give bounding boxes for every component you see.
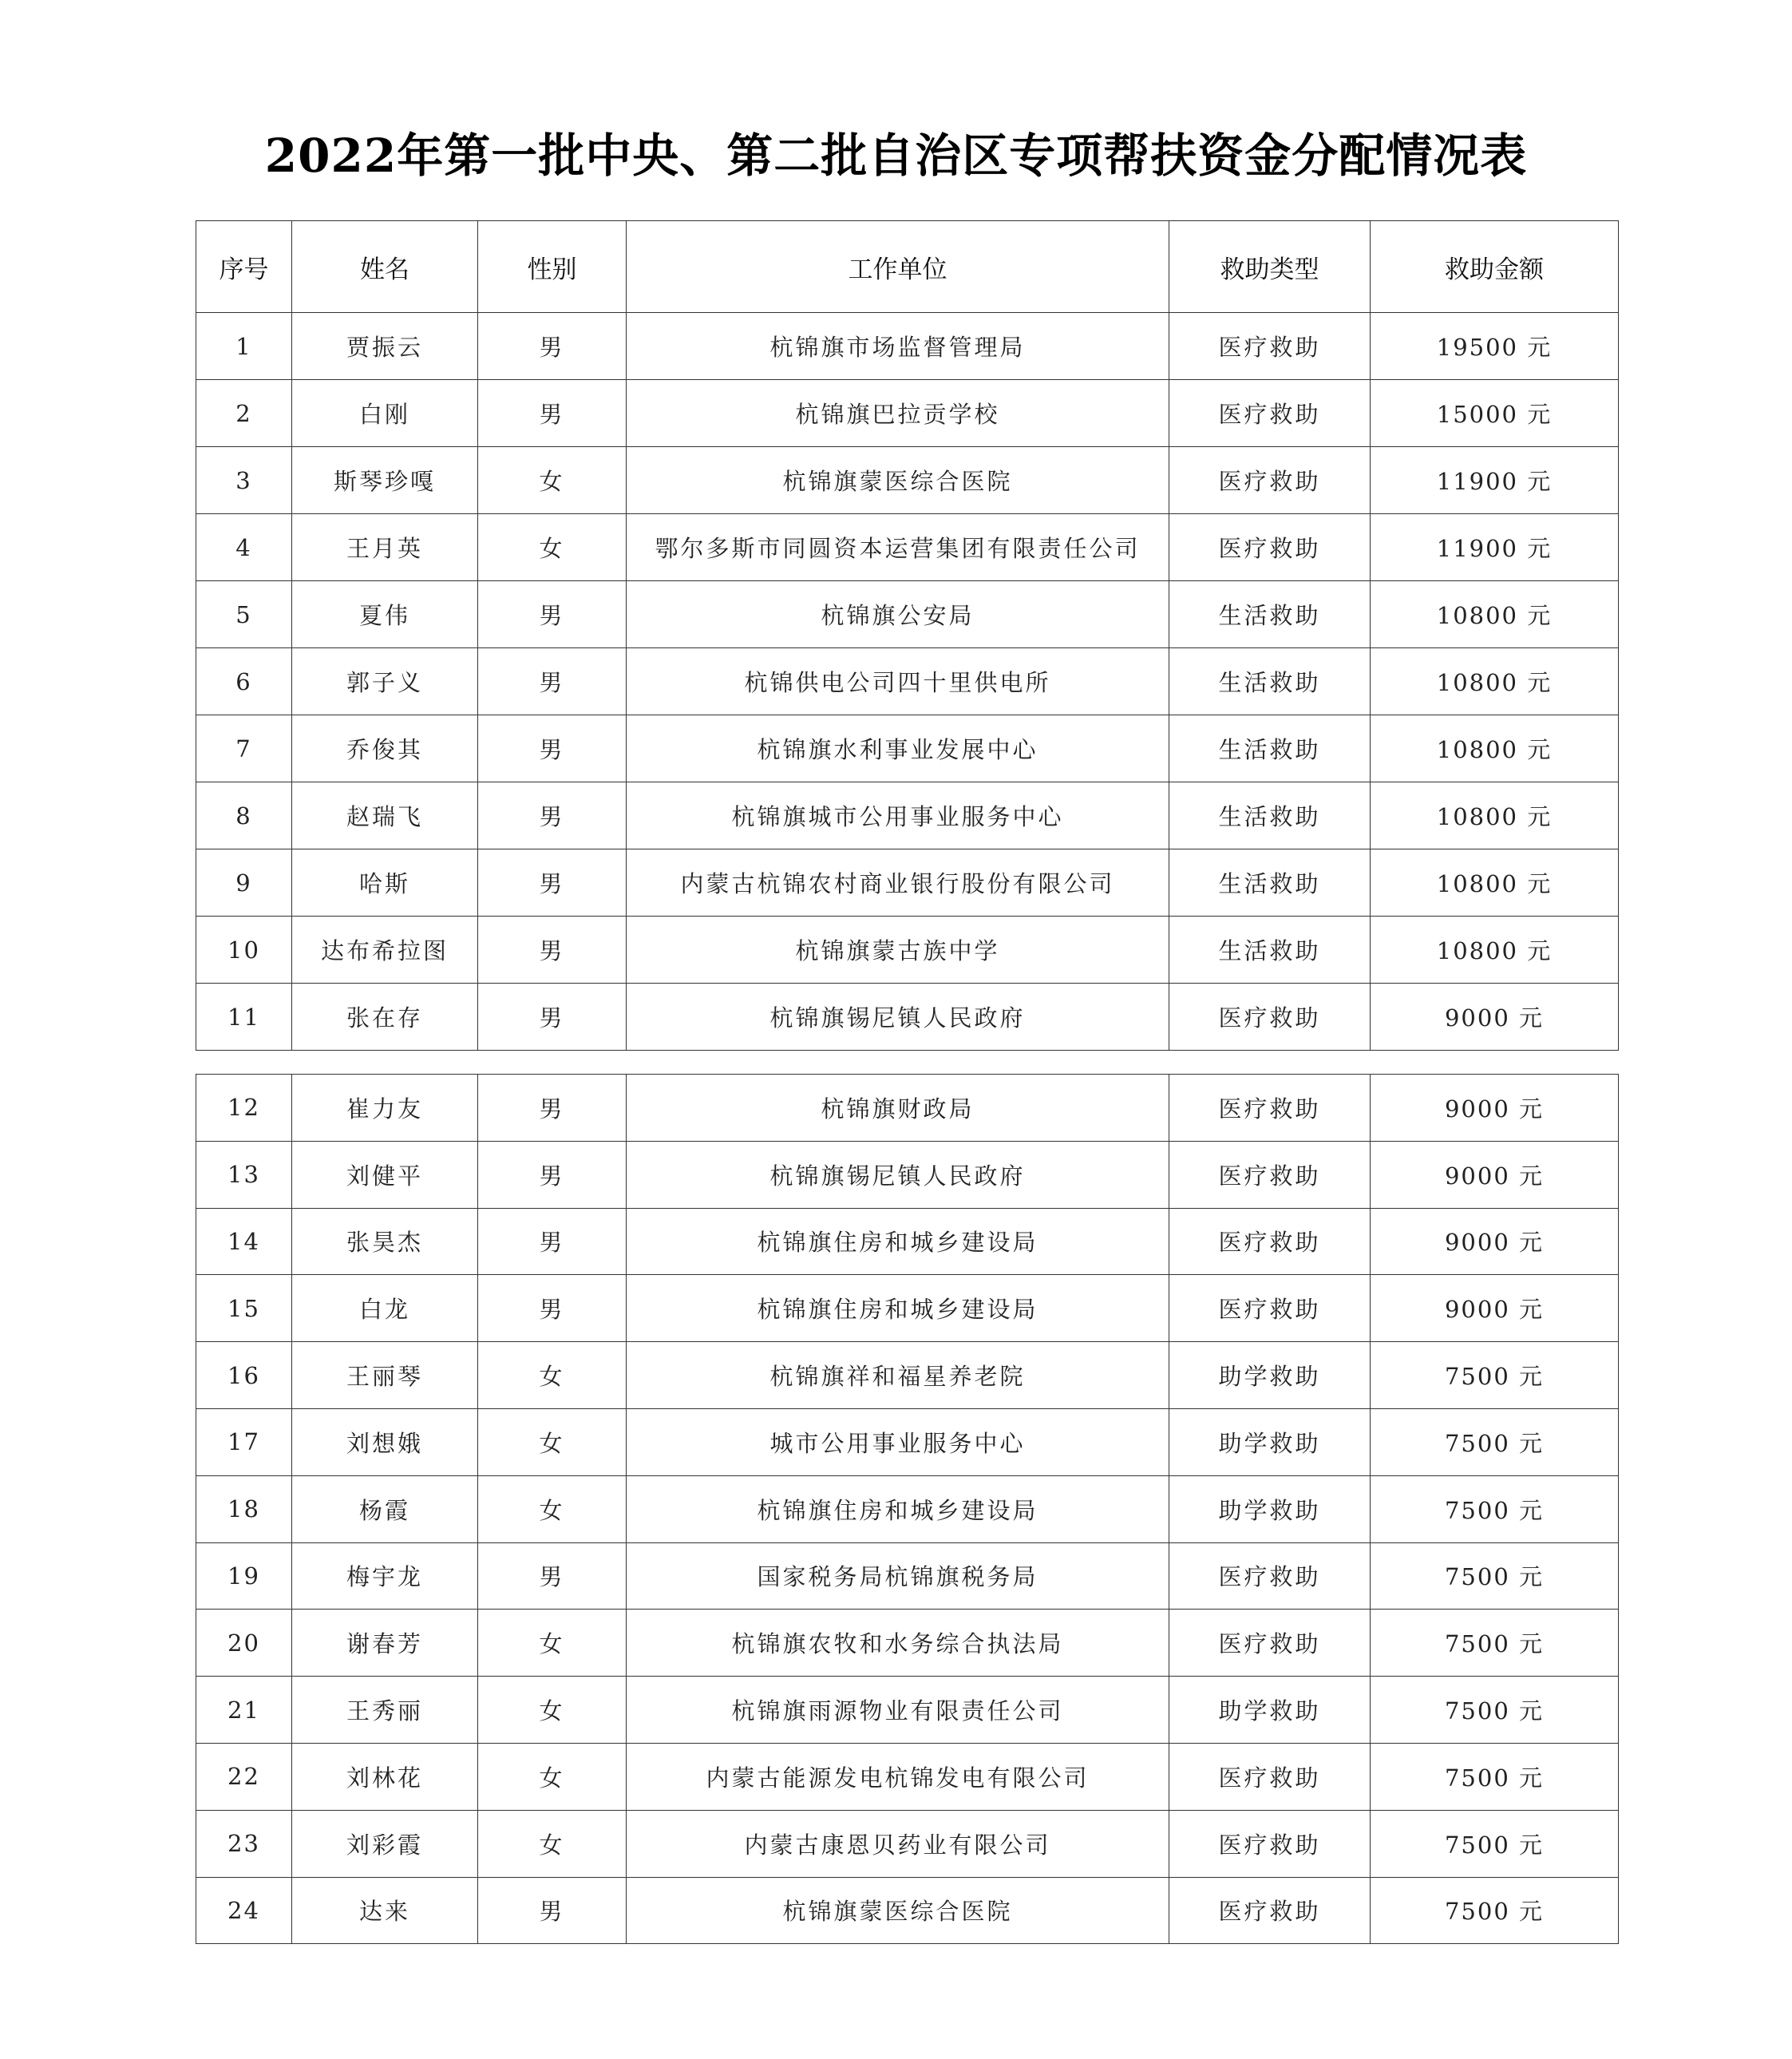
cell-unit: 杭锦旗水利事业发展中心	[627, 715, 1169, 782]
cell-name: 梅宇龙	[292, 1542, 478, 1610]
cell-type: 医疗救助	[1169, 313, 1371, 380]
cell-amount: 10800 元	[1371, 715, 1619, 782]
cell-no: 20	[196, 1610, 292, 1677]
cell-no: 18	[196, 1475, 292, 1542]
cell-amount: 9000 元	[1371, 1275, 1619, 1342]
table-row	[196, 1877, 1619, 1944]
cell-no: 7	[196, 715, 292, 782]
cell-name: 郭子义	[292, 648, 478, 715]
cell-amount: 7500 元	[1371, 1408, 1619, 1475]
cell-unit: 杭锦旗市场监督管理局	[627, 313, 1169, 380]
table-row	[196, 1342, 1619, 1409]
cell-no: 24	[196, 1877, 292, 1944]
cell-gender: 男	[478, 782, 627, 849]
cell-unit: 杭锦旗住房和城乡建设局	[627, 1475, 1169, 1542]
cell-type: 医疗救助	[1169, 380, 1371, 447]
cell-gender: 男	[478, 917, 627, 984]
table-row	[196, 514, 1619, 581]
cell-no: 8	[196, 782, 292, 849]
header-amount: 救助金额	[1371, 221, 1619, 313]
cell-amount: 9000 元	[1371, 984, 1619, 1051]
cell-name: 王秀丽	[292, 1677, 478, 1744]
cell-no: 5	[196, 581, 292, 648]
cell-gender: 男	[478, 648, 627, 715]
cell-unit: 杭锦旗财政局	[627, 1075, 1169, 1142]
header-no: 序号	[196, 221, 292, 313]
cell-amount: 7500 元	[1371, 1475, 1619, 1542]
cell-type: 助学救助	[1169, 1408, 1371, 1475]
table-row	[196, 984, 1619, 1051]
header-type: 救助类型	[1169, 221, 1371, 313]
cell-amount: 10800 元	[1371, 849, 1619, 917]
cell-unit: 国家税务局杭锦旗税务局	[627, 1542, 1169, 1610]
cell-type: 医疗救助	[1169, 1542, 1371, 1610]
cell-name: 崔力友	[292, 1075, 478, 1142]
cell-unit: 杭锦旗住房和城乡建设局	[627, 1275, 1169, 1342]
table-row	[196, 1075, 1619, 1142]
cell-unit: 内蒙古能源发电杭锦发电有限公司	[627, 1743, 1169, 1810]
cell-gender: 男	[478, 715, 627, 782]
cell-unit: 杭锦旗城市公用事业服务中心	[627, 782, 1169, 849]
table-row	[196, 581, 1619, 648]
cell-name: 白龙	[292, 1275, 478, 1342]
table-row	[196, 1610, 1619, 1677]
cell-type: 助学救助	[1169, 1475, 1371, 1542]
cell-amount: 7500 元	[1371, 1542, 1619, 1610]
cell-gender: 男	[478, 1141, 627, 1208]
cell-type: 助学救助	[1169, 1342, 1371, 1409]
cell-unit: 杭锦旗雨源物业有限责任公司	[627, 1677, 1169, 1744]
cell-name: 张在存	[292, 984, 478, 1051]
cell-type: 医疗救助	[1169, 1877, 1371, 1944]
table-row	[196, 1408, 1619, 1475]
cell-amount: 7500 元	[1371, 1677, 1619, 1744]
cell-no: 23	[196, 1810, 292, 1877]
cell-amount: 10800 元	[1371, 648, 1619, 715]
cell-gender: 女	[478, 1408, 627, 1475]
cell-amount: 9000 元	[1371, 1075, 1619, 1142]
cell-type: 医疗救助	[1169, 1610, 1371, 1677]
cell-amount: 19500 元	[1371, 313, 1619, 380]
cell-name: 王丽琴	[292, 1342, 478, 1409]
cell-no: 22	[196, 1743, 292, 1810]
cell-gender: 男	[478, 313, 627, 380]
cell-gender: 男	[478, 380, 627, 447]
header-name: 姓名	[292, 221, 478, 313]
cell-amount: 11900 元	[1371, 447, 1619, 514]
cell-unit: 杭锦旗蒙医综合医院	[627, 447, 1169, 514]
allocation-table-part-1	[196, 220, 1619, 1051]
table-row	[196, 1141, 1619, 1208]
cell-no: 10	[196, 917, 292, 984]
cell-no: 6	[196, 648, 292, 715]
table-row	[196, 1275, 1619, 1342]
table-row	[196, 380, 1619, 447]
cell-name: 赵瑞飞	[292, 782, 478, 849]
cell-no: 14	[196, 1208, 292, 1275]
cell-name: 斯琴珍嘎	[292, 447, 478, 514]
cell-name: 达来	[292, 1877, 478, 1944]
table-header-row	[196, 221, 1619, 313]
table-row	[196, 313, 1619, 380]
cell-no: 21	[196, 1677, 292, 1744]
cell-gender: 女	[478, 1342, 627, 1409]
cell-gender: 女	[478, 514, 627, 581]
cell-amount: 15000 元	[1371, 380, 1619, 447]
header-gender: 性别	[478, 221, 627, 313]
cell-unit: 杭锦旗巴拉贡学校	[627, 380, 1169, 447]
cell-unit: 杭锦旗蒙古族中学	[627, 917, 1169, 984]
cell-name: 贾振云	[292, 313, 478, 380]
cell-amount: 11900 元	[1371, 514, 1619, 581]
cell-unit: 杭锦旗锡尼镇人民政府	[627, 984, 1169, 1051]
table-row	[196, 1743, 1619, 1810]
cell-no: 13	[196, 1141, 292, 1208]
cell-no: 11	[196, 984, 292, 1051]
table-row	[196, 447, 1619, 514]
cell-type: 医疗救助	[1169, 1141, 1371, 1208]
cell-type: 医疗救助	[1169, 984, 1371, 1051]
cell-type: 助学救助	[1169, 1677, 1371, 1744]
cell-no: 12	[196, 1075, 292, 1142]
cell-amount: 7500 元	[1371, 1610, 1619, 1677]
cell-name: 王月英	[292, 514, 478, 581]
page-title: 2022年第一批中央、第二批自治区专项帮扶资金分配情况表	[264, 129, 1528, 183]
cell-name: 刘彩霞	[292, 1810, 478, 1877]
cell-name: 乔俊其	[292, 715, 478, 782]
cell-no: 19	[196, 1542, 292, 1610]
cell-no: 3	[196, 447, 292, 514]
cell-type: 医疗救助	[1169, 1275, 1371, 1342]
cell-type: 医疗救助	[1169, 1743, 1371, 1810]
cell-unit: 杭锦旗祥和福星养老院	[627, 1342, 1169, 1409]
cell-unit: 城市公用事业服务中心	[627, 1408, 1169, 1475]
cell-name: 谢春芳	[292, 1610, 478, 1677]
cell-unit: 内蒙古康恩贝药业有限公司	[627, 1810, 1169, 1877]
cell-no: 9	[196, 849, 292, 917]
table-row	[196, 917, 1619, 984]
cell-gender: 女	[478, 1810, 627, 1877]
cell-amount: 10800 元	[1371, 782, 1619, 849]
cell-gender: 男	[478, 1275, 627, 1342]
cell-name: 张昊杰	[292, 1208, 478, 1275]
cell-gender: 女	[478, 1475, 627, 1542]
table-row	[196, 715, 1619, 782]
cell-type: 生活救助	[1169, 648, 1371, 715]
cell-type: 生活救助	[1169, 917, 1371, 984]
cell-type: 生活救助	[1169, 581, 1371, 648]
cell-amount: 10800 元	[1371, 917, 1619, 984]
cell-name: 夏伟	[292, 581, 478, 648]
cell-unit: 杭锦旗锡尼镇人民政府	[627, 1141, 1169, 1208]
cell-amount: 9000 元	[1371, 1141, 1619, 1208]
cell-type: 生活救助	[1169, 849, 1371, 917]
cell-unit: 内蒙古杭锦农村商业银行股份有限公司	[627, 849, 1169, 917]
cell-gender: 女	[478, 1677, 627, 1744]
cell-gender: 男	[478, 1542, 627, 1610]
cell-gender: 男	[478, 581, 627, 648]
cell-name: 哈斯	[292, 849, 478, 917]
table-row	[196, 1677, 1619, 1744]
cell-gender: 男	[478, 849, 627, 917]
cell-type: 医疗救助	[1169, 1810, 1371, 1877]
table-row	[196, 849, 1619, 917]
cell-unit: 杭锦供电公司四十里供电所	[627, 648, 1169, 715]
allocation-table-part-2	[196, 1074, 1619, 1944]
table-row	[196, 1810, 1619, 1877]
cell-no: 4	[196, 514, 292, 581]
cell-unit: 杭锦旗住房和城乡建设局	[627, 1208, 1169, 1275]
cell-gender: 女	[478, 1610, 627, 1677]
cell-amount: 7500 元	[1371, 1877, 1619, 1944]
table-row	[196, 1475, 1619, 1542]
cell-no: 15	[196, 1275, 292, 1342]
cell-unit: 杭锦旗农牧和水务综合执法局	[627, 1610, 1169, 1677]
cell-no: 16	[196, 1342, 292, 1409]
cell-gender: 女	[478, 447, 627, 514]
cell-type: 医疗救助	[1169, 1208, 1371, 1275]
table-row	[196, 1542, 1619, 1610]
cell-amount: 7500 元	[1371, 1743, 1619, 1810]
cell-type: 生活救助	[1169, 782, 1371, 849]
table-row	[196, 1208, 1619, 1275]
cell-name: 刘林花	[292, 1743, 478, 1810]
cell-amount: 10800 元	[1371, 581, 1619, 648]
header-unit: 工作单位	[627, 221, 1169, 313]
cell-name: 刘想娥	[292, 1408, 478, 1475]
cell-gender: 女	[478, 1743, 627, 1810]
table-row	[196, 648, 1619, 715]
cell-gender: 男	[478, 984, 627, 1051]
cell-amount: 9000 元	[1371, 1208, 1619, 1275]
cell-amount: 7500 元	[1371, 1342, 1619, 1409]
cell-gender: 男	[478, 1877, 627, 1944]
cell-unit: 杭锦旗公安局	[627, 581, 1169, 648]
cell-no: 17	[196, 1408, 292, 1475]
cell-unit: 鄂尔多斯市同圆资本运营集团有限责任公司	[627, 514, 1169, 581]
cell-type: 医疗救助	[1169, 1075, 1371, 1142]
table-row	[196, 782, 1619, 849]
cell-name: 杨霞	[292, 1475, 478, 1542]
cell-type: 医疗救助	[1169, 514, 1371, 581]
cell-no: 1	[196, 313, 292, 380]
cell-no: 2	[196, 380, 292, 447]
cell-type: 生活救助	[1169, 715, 1371, 782]
cell-gender: 男	[478, 1075, 627, 1142]
cell-unit: 杭锦旗蒙医综合医院	[627, 1877, 1169, 1944]
cell-gender: 男	[478, 1208, 627, 1275]
cell-name: 达布希拉图	[292, 917, 478, 984]
cell-name: 刘健平	[292, 1141, 478, 1208]
cell-type: 医疗救助	[1169, 447, 1371, 514]
cell-amount: 7500 元	[1371, 1810, 1619, 1877]
cell-name: 白刚	[292, 380, 478, 447]
